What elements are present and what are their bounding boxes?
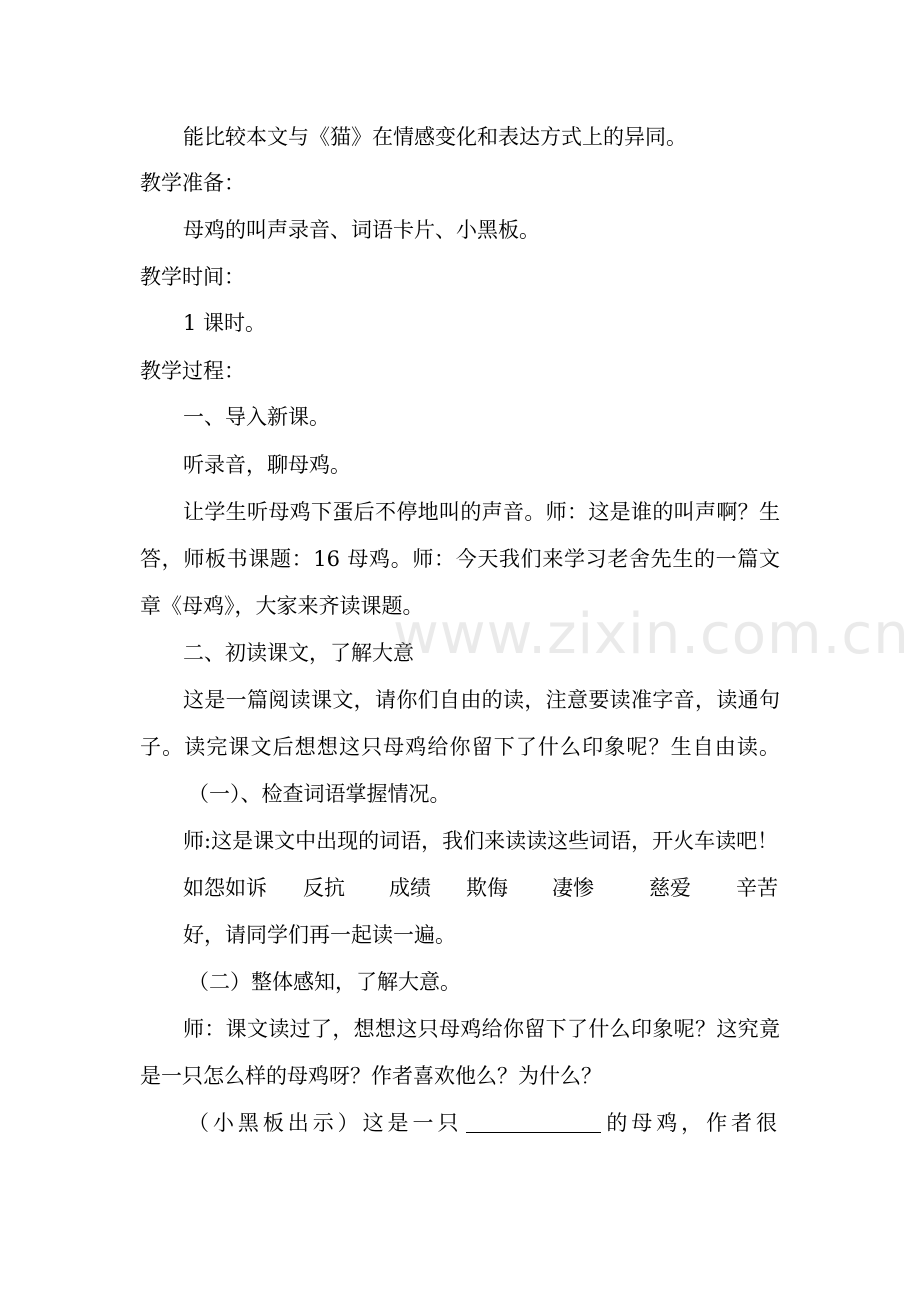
vocab-word: 成绩 bbox=[389, 876, 431, 900]
vocab-word: 凄惨 bbox=[552, 876, 594, 900]
paragraph-line: 章《母鸡》，大家来齐读课题。 bbox=[140, 594, 424, 618]
paragraph-line: 这是一篇阅读课文，请你们自由的读，注意要读准字音，读通句 bbox=[183, 688, 780, 712]
vocab-word: 如怨如诉 bbox=[183, 876, 267, 900]
preparation-text: 母鸡的叫声录音、词语卡片、小黑板。 bbox=[183, 218, 540, 242]
paragraph-line: 是一只怎么样的母鸡呀？作者喜欢他么？为什么？ bbox=[140, 1064, 602, 1088]
substep-2-heading: （二）整体感知，了解大意。 bbox=[188, 970, 461, 994]
vocab-word: 反抗 bbox=[303, 876, 345, 900]
section-heading-preparation: 教学准备： bbox=[140, 171, 245, 195]
fill-in-blank bbox=[466, 1110, 601, 1133]
step-1-subheading: 听录音，聊母鸡。 bbox=[183, 453, 351, 477]
paragraph-line: 师：课文读过了，想想这只母鸡给你留下了什么印象呢？这究竟 bbox=[183, 1017, 780, 1041]
vocabulary-list bbox=[183, 873, 780, 903]
paragraph-line: 答，师板书课题：16 母鸡。师：今天我们来学习老舍先生的一篇文 bbox=[140, 547, 780, 571]
paragraph-line: 让学生听母鸡下蛋后不停地叫的声音。师：这是谁的叫声啊？生 bbox=[183, 500, 780, 524]
time-text: 1 课时。 bbox=[183, 311, 267, 335]
sentence-prefix: （小黑板出示）这是一只 bbox=[188, 1111, 463, 1135]
vocab-word: 欺侮 bbox=[466, 876, 508, 900]
vocab-word: 辛苦 bbox=[736, 876, 778, 900]
step-1-heading: 一、导入新课。 bbox=[183, 405, 330, 429]
paragraph-line: 好，请同学们再一起读一遍。 bbox=[183, 923, 456, 947]
goal-line: 能比较本文与《猫》在情感变化和表达方式上的异同。 bbox=[183, 125, 687, 149]
sentence-suffix: 的母鸡，作者很 bbox=[605, 1111, 781, 1135]
section-heading-process: 教学过程： bbox=[140, 359, 245, 383]
fill-in-sentence bbox=[188, 1108, 780, 1138]
paragraph-line: 子。读完课文后想想这只母鸡给你留下了什么印象呢？生自由读。 bbox=[140, 735, 780, 759]
section-heading-time: 教学时间： bbox=[140, 265, 245, 289]
paragraph-line: 师:这是课文中出现的词语，我们来读读这些词语，开火车读吧！ bbox=[183, 829, 779, 853]
substep-1-heading: （一）、检查词语掌握情况。 bbox=[188, 782, 451, 806]
step-2-heading: 二、初读课文，了解大意 bbox=[183, 641, 414, 665]
watermark: www.zixin.com.cn bbox=[393, 602, 910, 667]
vocab-word: 慈爱 bbox=[649, 876, 691, 900]
